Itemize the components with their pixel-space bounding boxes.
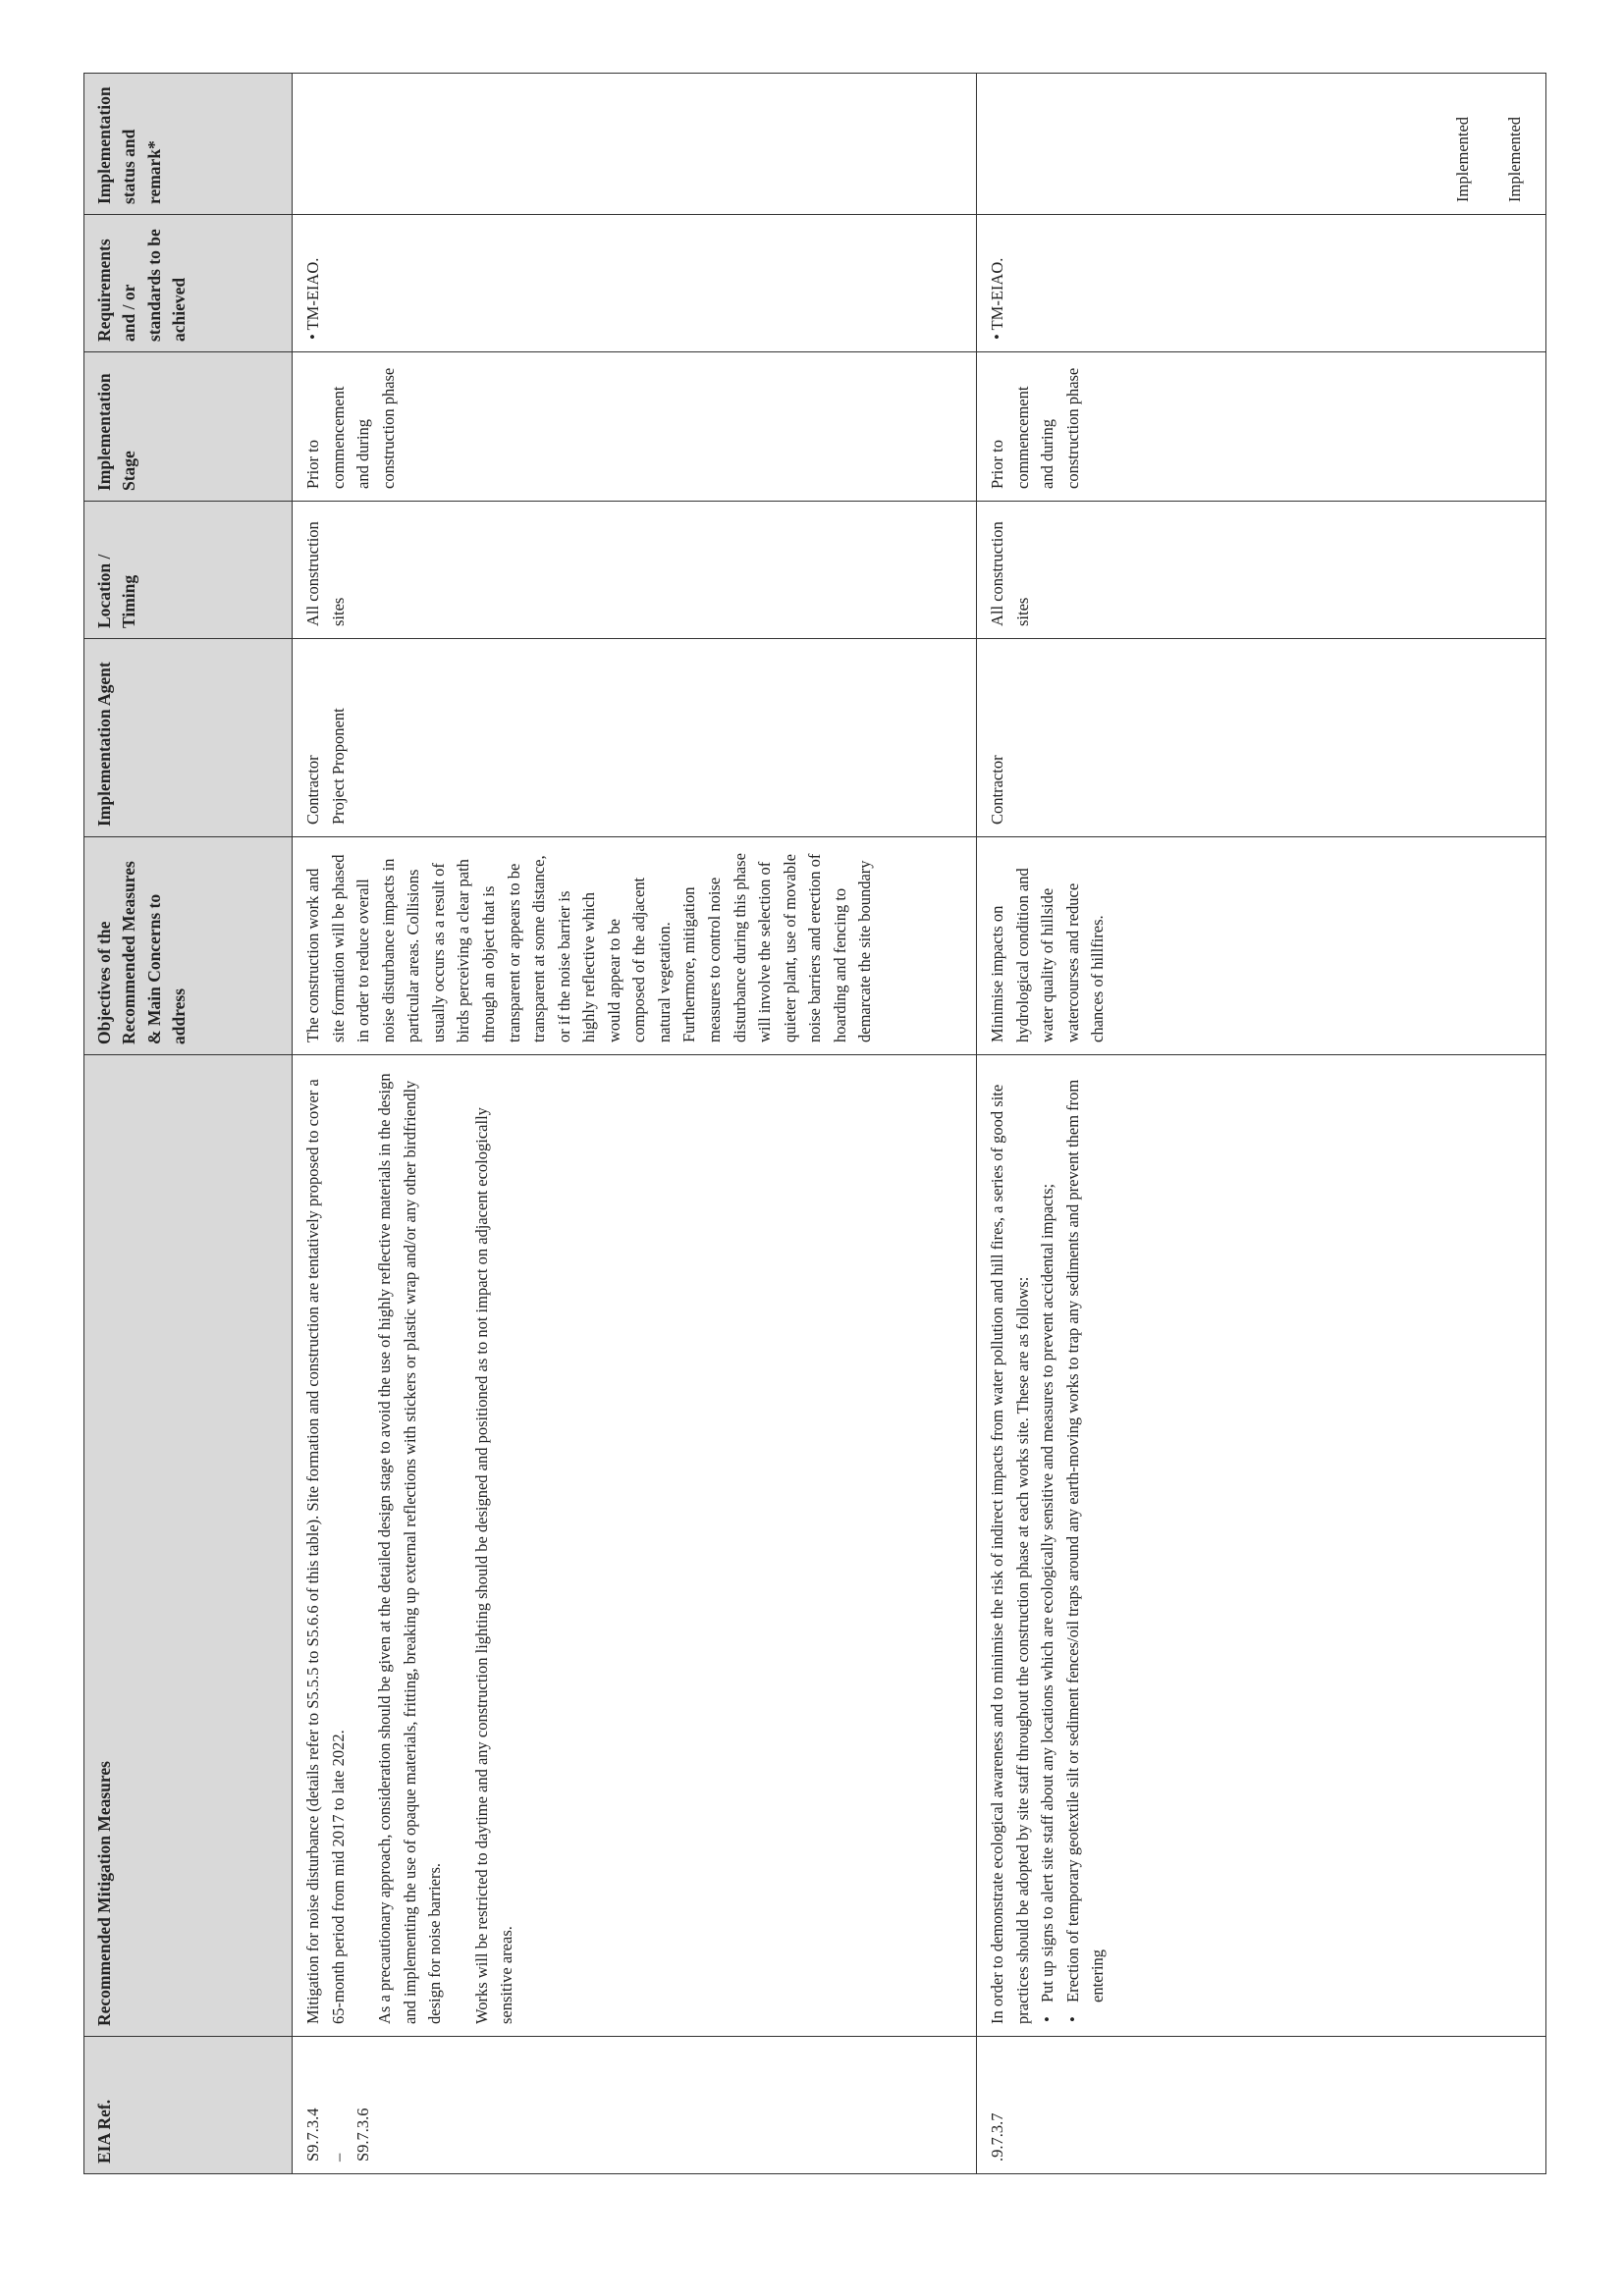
- bullet-item: [1035, 1067, 1060, 2024]
- measures-paragraph: Works will be restricted to daytime and any construction lighting should be designed and positioned as to not impact on adjacent ecologically sensitive areas.: [471, 1107, 516, 2024]
- bullet-item: [1060, 1067, 1110, 2024]
- eia-ref-end: S9.7.3.6: [353, 2108, 373, 2162]
- rotated-page: [83, 74, 1546, 2174]
- stage-cell: Prior to commencement and during construction phase: [293, 352, 977, 502]
- location-cell: All construction sites: [977, 502, 1546, 639]
- measures-intro: In order to demonstrate ecological awareness and to minimise the risk of indirect impacts from water pollution and hill fires, a series of good site practices should be adopted by site staff throughout the construction phase at each works site. These are as follows:: [988, 1084, 1032, 2024]
- eia-ref-cell: [293, 2037, 977, 2174]
- eia-ref-cell: .9.7.3.7: [977, 2037, 1546, 2174]
- bullet-icon: •: [1062, 2016, 1082, 2022]
- header-eia-ref: EIA Ref.: [84, 2037, 293, 2174]
- table-row: [293, 74, 977, 2174]
- location-cell: All construction sites: [293, 502, 977, 639]
- measures-paragraph: As a precautionary approach, consideration should be given at the detailed design stage to avoid the use of highly reflective materials in the design and implementing the use of opaque materials, fritting, breaking up external reflections with stickers or plastic wrap and/or any other birdfriendly design for noise barriers.: [375, 1073, 445, 2024]
- agent-cell: [293, 639, 977, 837]
- header-requirements: Requirements and / or standards to be achieved: [84, 215, 293, 352]
- measures-paragraph: Mitigation for noise disturbance (details refer to S5.5.5 to S5.6.6 of this table). Site formation and construction are tentatively proposed to cover a 65-month period from mid 2017 to late 2022.: [303, 1079, 348, 2024]
- status-implemented-2: Implemented: [1505, 116, 1525, 202]
- status-cell: [293, 74, 977, 215]
- status-cell: [977, 74, 1546, 215]
- header-status: Implementation status and remark*: [84, 74, 293, 215]
- stage-cell: Prior to commencement and during construction phase: [977, 352, 1546, 502]
- status-implemented-1: Implemented: [1452, 116, 1472, 202]
- header-agent: Implementation Agent: [84, 639, 293, 837]
- table-row: [977, 74, 1546, 2174]
- header-row: [84, 74, 293, 2174]
- measures-cell: [293, 1055, 977, 2037]
- bullet-icon: •: [1038, 2016, 1057, 2022]
- requirements-cell: • TM-EIAO.: [293, 215, 977, 352]
- eia-ref-dash: –: [328, 2153, 348, 2162]
- agent-cell: Contractor: [977, 639, 1546, 837]
- objectives-cell: Minimise impacts on hydrological condition and water quality of hillside watercourses and reduce chances of hillfires.: [977, 837, 1546, 1055]
- header-measures: Recommended Mitigation Measures: [84, 1055, 293, 2037]
- mitigation-measures-table: [83, 73, 1546, 2174]
- agent-proponent: Project Proponent: [328, 708, 348, 825]
- objectives-cell: The construction work and site formation will be phased in order to reduce overall noise disturbance impacts in particular areas. Collisions usually occurs as a result of birds perceiving a clear path through an object that is transparent or appears to be transparent at some distance, or if the noise barrier is highly reflective which would appear to be composed of the adjacent natural vegetation. Furthermore, mitigation measures to control noise disturbance during this phase will involve the selection of quieter plant, use of movable noise barriers and erection of hoarding and fencing to demarcate the site boundary: [293, 837, 977, 1055]
- header-objectives: Objectives of the Recommended Measures & Main Concerns to address: [84, 837, 293, 1055]
- header-location: Location / Timing: [84, 502, 293, 639]
- requirements-cell: • TM-EIAO.: [977, 215, 1546, 352]
- measures-cell: [977, 1055, 1546, 2037]
- agent-contractor: Contractor: [303, 755, 322, 825]
- bullet-text: Erection of temporary geotextile silt or sediment fences/oil traps around any earth-moving works to trap any sediments and prevent them from entering: [1062, 1079, 1108, 2002]
- header-stage: Implementation Stage: [84, 352, 293, 502]
- eia-ref-start: S9.7.3.4: [303, 2108, 322, 2162]
- bullet-text: Put up signs to alert site staff about any locations which are ecologically sensitive and measures to prevent accidental impacts;: [1038, 1183, 1057, 2002]
